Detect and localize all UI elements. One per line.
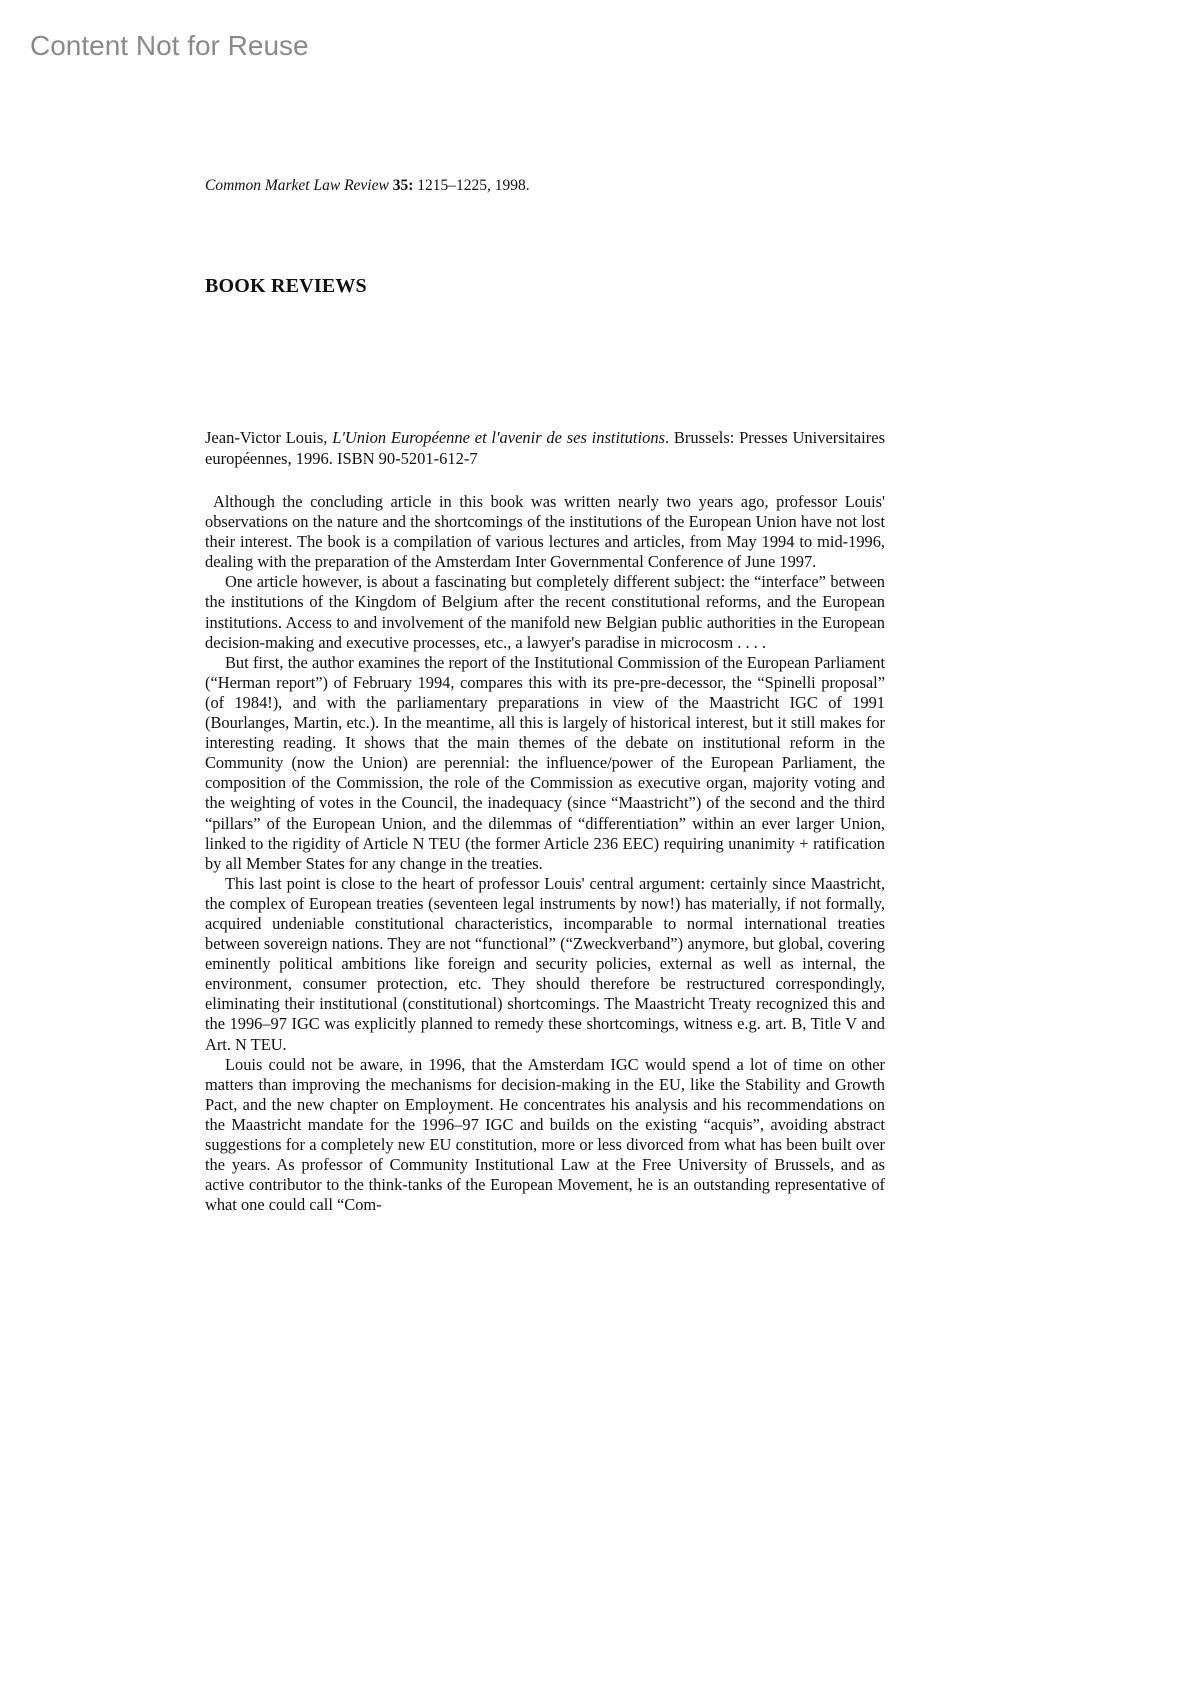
review-paragraph-2: One article however, is about a fascinating but completely different subject: the “interface” between the institutions of the Kingdom of Belgium after the recent constitutional reforms, and the European institutions. Access to and involvement of the manifold new Belgian public authorities in the European decision-making and executive processes, etc., a lawyer's paradise in microcosm . . . . [205, 572, 885, 652]
journal-citation [205, 177, 530, 195]
review-body [205, 492, 885, 1215]
review-paragraph-3: But first, the author examines the report of the Institutional Commission of the European Parliament (“Herman report”) of February 1994, compares this with its pre-pre-decessor, the “Spinelli proposal” (of 1984!), and with the parliamentary preparations in view of the Maastricht IGC of 1991 (Bourlanges, Martin, etc.). In the meantime, all this is largely of historical interest, but it still makes for interesting reading. It shows that the main themes of the debate on institutional reform in the Community (now the Union) are perennial: the influence/power of the European Parliament, the composition of the Commission, the role of the Commission as executive organ, majority voting and the weighting of votes in the Council, the inadequacy (since “Maastricht”) of the second and the third “pillars” of the European Union, and the dilemmas of “differentiation” within an ever larger Union, linked to the rigidity of Article N TEU (the former Article 236 EEC) requiring unanimity + ratification by all Member States for any change in the treaties. [205, 652, 885, 873]
book-bibliography [205, 428, 885, 469]
review-paragraph-4: This last point is close to the heart of professor Louis' central argument: certainly since Maastricht, the complex of European treaties (seventeen legal instruments by now!) has materially, if not formally, acquired undeniable constitutional characteristics, incomparable to normal international treaties between sovereign nations. They are not “functional” (“Zweckverband”) anymore, but global, covering eminently political ambitions like foreign and security policies, external as well as internal, the environment, consumer protection, etc. They should therefore be restructured correspondingly, eliminating their institutional (constitutional) shortcomings. The Maastricht Treaty recognized this and the 1996–97 IGC was explicitly planned to remedy these shortcomings, witness e.g. art. B, Title V and Art. N TEU. [205, 873, 885, 1054]
journal-pages-year: 1215–1225, 1998. [417, 177, 530, 194]
review-paragraph-1: Although the concluding article in this book was written nearly two years ago, professor Louis' observations on the nature and the shortcomings of the institutions of the European Union have not lost their interest. The book is a compilation of various lectures and articles, from May 1994 to mid-1996, dealing with the preparation of the Amsterdam Inter Governmental Conference of June 1997. [205, 492, 885, 572]
book-author: Jean-Victor Louis, [205, 428, 328, 447]
book-title: L'Union Européenne et l'avenir de ses institutions [332, 428, 665, 447]
review-paragraph-5: Louis could not be aware, in 1996, that the Amsterdam IGC would spend a lot of time on other matters than improving the mechanisms for decision-making in the EU, like the Stability and Growth Pact, and the new chapter on Employment. He concentrates his analysis and his recommendations on the Maastricht mandate for the 1996–97 IGC and builds on the existing “acquis”, avoiding abstract suggestions for a completely new EU constitution, more or less divorced from what has been built over the years. As professor of Community Institutional Law at the Free University of Brussels, and as active contributor to the think-tanks of the European Movement, he is an outstanding representative of what one could call “Com- [205, 1054, 885, 1215]
journal-volume: 35: [392, 177, 414, 194]
journal-name: Common Market Law Review [205, 177, 389, 194]
section-title: BOOK REVIEWS [205, 275, 367, 297]
watermark-text: Content Not for Reuse [30, 30, 309, 61]
book-publication: . Brussels: Presses Universitaires européennes, 1996. ISBN 90-5201-612-7 [205, 428, 886, 468]
